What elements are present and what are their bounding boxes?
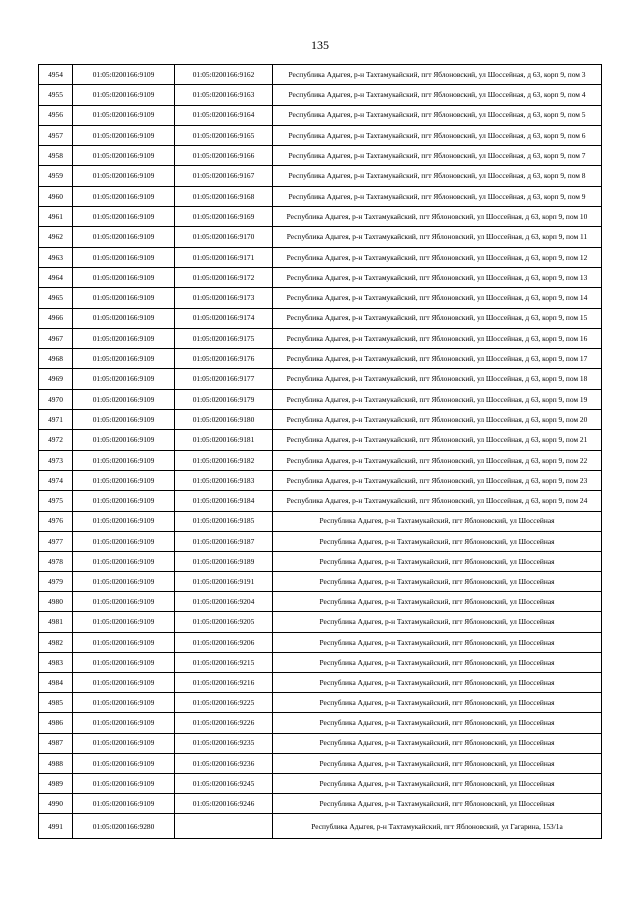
address-cell: Республика Адыгея, р-н Тахтамукайский, пгт Яблоновский, ул Шоссейная [273,713,602,733]
parent-cadastral-number-cell: 01:05:0200166:9109 [73,652,175,672]
table-row [39,572,602,592]
parent-cadastral-number-cell: 01:05:0200166:9109 [73,288,175,308]
parent-cadastral-number-cell: 01:05:0200166:9109 [73,166,175,186]
row-number-cell: 4957 [39,125,73,145]
table-row [39,186,602,206]
table-row [39,612,602,632]
address-cell: Республика Адыгея, р-н Тахтамукайский, пгт Яблоновский, ул Шоссейная [273,773,602,793]
address-cell: Республика Адыгея, р-н Тахтамукайский, пгт Яблоновский, ул Шоссейная, д 63, корп 9, пом 4 [273,85,602,105]
table-row [39,267,602,287]
row-number-cell: 4965 [39,288,73,308]
object-cadastral-number-cell: 01:05:0200166:9167 [175,166,273,186]
parent-cadastral-number-cell: 01:05:0200166:9109 [73,753,175,773]
object-cadastral-number-cell: 01:05:0200166:9245 [175,773,273,793]
row-number-cell: 4973 [39,450,73,470]
row-number-cell: 4985 [39,693,73,713]
table-row [39,673,602,693]
table-row [39,632,602,652]
row-number-cell: 4959 [39,166,73,186]
address-cell: Республика Адыгея, р-н Тахтамукайский, пгт Яблоновский, ул Шоссейная [273,531,602,551]
table-row [39,105,602,125]
parent-cadastral-number-cell: 01:05:0200166:9109 [73,693,175,713]
object-cadastral-number-cell: 01:05:0200166:9168 [175,186,273,206]
parent-cadastral-number-cell: 01:05:0200166:9109 [73,410,175,430]
object-cadastral-number-cell: 01:05:0200166:9172 [175,267,273,287]
row-number-cell: 4988 [39,753,73,773]
object-cadastral-number-cell: 01:05:0200166:9183 [175,470,273,490]
object-cadastral-number-cell: 01:05:0200166:9165 [175,125,273,145]
table-row [39,511,602,531]
parent-cadastral-number-cell: 01:05:0200166:9109 [73,328,175,348]
parent-cadastral-number-cell: 01:05:0200166:9109 [73,349,175,369]
object-cadastral-number-cell: 01:05:0200166:9206 [175,632,273,652]
row-number-cell: 4971 [39,410,73,430]
address-cell: Республика Адыгея, р-н Тахтамукайский, пгт Яблоновский, ул Шоссейная, д 63, корп 9, пом 17 [273,349,602,369]
table-row [39,753,602,773]
parent-cadastral-number-cell: 01:05:0200166:9109 [73,227,175,247]
table-row [39,430,602,450]
parent-cadastral-number-cell: 01:05:0200166:9109 [73,186,175,206]
address-cell: Республика Адыгея, р-н Тахтамукайский, пгт Яблоновский, ул Шоссейная, д 63, корп 9, пом 12 [273,247,602,267]
parent-cadastral-number-cell: 01:05:0200166:9109 [73,733,175,753]
object-cadastral-number-cell: 01:05:0200166:9175 [175,328,273,348]
address-cell: Республика Адыгея, р-н Тахтамукайский, пгт Яблоновский, ул Шоссейная [273,673,602,693]
parent-cadastral-number-cell: 01:05:0200166:9109 [73,612,175,632]
object-cadastral-number-cell: 01:05:0200166:9187 [175,531,273,551]
address-cell: Республика Адыгея, р-н Тахтамукайский, пгт Яблоновский, ул Шоссейная, д 63, корп 9, пом 13 [273,267,602,287]
parent-cadastral-number-cell: 01:05:0200166:9109 [73,551,175,571]
registry-table-body [39,65,602,839]
object-cadastral-number-cell: 01:05:0200166:9180 [175,410,273,430]
table-row [39,288,602,308]
row-number-cell: 4958 [39,146,73,166]
address-cell: Республика Адыгея, р-н Тахтамукайский, пгт Яблоновский, ул Шоссейная [273,693,602,713]
address-cell: Республика Адыгея, р-н Тахтамукайский, пгт Яблоновский, ул Шоссейная, д 63, корп 9, пом 16 [273,328,602,348]
object-cadastral-number-cell: 01:05:0200166:9205 [175,612,273,632]
row-number-cell: 4991 [39,814,73,839]
row-number-cell: 4983 [39,652,73,672]
object-cadastral-number-cell [175,814,273,839]
row-number-cell: 4990 [39,794,73,814]
object-cadastral-number-cell: 01:05:0200166:9163 [175,85,273,105]
page-number: 135 [311,38,329,52]
table-row [39,369,602,389]
table-row [39,166,602,186]
address-cell: Республика Адыгея, р-н Тахтамукайский, пгт Яблоновский, ул Шоссейная [273,572,602,592]
parent-cadastral-number-cell: 01:05:0200166:9109 [73,105,175,125]
parent-cadastral-number-cell: 01:05:0200166:9109 [73,207,175,227]
address-cell: Республика Адыгея, р-н Тахтамукайский, пгт Яблоновский, ул Шоссейная, д 63, корп 9, пом 23 [273,470,602,490]
table-row [39,713,602,733]
row-number-cell: 4962 [39,227,73,247]
row-number-cell: 4980 [39,592,73,612]
address-cell: Республика Адыгея, р-н Тахтамукайский, пгт Яблоновский, ул Шоссейная, д 63, корп 9, пом 18 [273,369,602,389]
address-cell: Республика Адыгея, р-н Тахтамукайский, пгт Яблоновский, ул Шоссейная, д 63, корп 9, пом 20 [273,410,602,430]
table-row [39,227,602,247]
row-number-cell: 4979 [39,572,73,592]
address-cell: Республика Адыгея, р-н Тахтамукайский, пгт Яблоновский, ул Шоссейная, д 63, корп 9, пом 11 [273,227,602,247]
parent-cadastral-number-cell: 01:05:0200166:9109 [73,592,175,612]
parent-cadastral-number-cell: 01:05:0200166:9109 [73,572,175,592]
address-cell: Республика Адыгея, р-н Тахтамукайский, пгт Яблоновский, ул Шоссейная, д 63, корп 9, пом 10 [273,207,602,227]
row-number-cell: 4986 [39,713,73,733]
object-cadastral-number-cell: 01:05:0200166:9225 [175,693,273,713]
row-number-cell: 4974 [39,470,73,490]
row-number-cell: 4954 [39,65,73,85]
object-cadastral-number-cell: 01:05:0200166:9215 [175,652,273,672]
object-cadastral-number-cell: 01:05:0200166:9246 [175,794,273,814]
parent-cadastral-number-cell: 01:05:0200166:9109 [73,794,175,814]
table-row [39,551,602,571]
object-cadastral-number-cell: 01:05:0200166:9179 [175,389,273,409]
object-cadastral-number-cell: 01:05:0200166:9169 [175,207,273,227]
object-cadastral-number-cell: 01:05:0200166:9164 [175,105,273,125]
row-number-cell: 4984 [39,673,73,693]
parent-cadastral-number-cell: 01:05:0200166:9109 [73,450,175,470]
table-row [39,733,602,753]
table-row [39,146,602,166]
row-number-cell: 4977 [39,531,73,551]
address-cell: Республика Адыгея, р-н Тахтамукайский, пгт Яблоновский, ул Шоссейная [273,753,602,773]
address-cell: Республика Адыгея, р-н Тахтамукайский, пгт Яблоновский, ул Шоссейная [273,794,602,814]
row-number-cell: 4961 [39,207,73,227]
address-cell: Республика Адыгея, р-н Тахтамукайский, пгт Яблоновский, ул Шоссейная, д 63, корп 9, пом 8 [273,166,602,186]
row-number-cell: 4978 [39,551,73,571]
row-number-cell: 4960 [39,186,73,206]
table-row [39,814,602,839]
object-cadastral-number-cell: 01:05:0200166:9226 [175,713,273,733]
table-row [39,207,602,227]
table-row [39,410,602,430]
row-number-cell: 4966 [39,308,73,328]
address-cell: Республика Адыгея, р-н Тахтамукайский, пгт Яблоновский, ул Шоссейная, д 63, корп 9, пом 9 [273,186,602,206]
parent-cadastral-number-cell: 01:05:0200166:9109 [73,369,175,389]
parent-cadastral-number-cell: 01:05:0200166:9109 [73,247,175,267]
object-cadastral-number-cell: 01:05:0200166:9173 [175,288,273,308]
address-cell: Республика Адыгея, р-н Тахтамукайский, пгт Яблоновский, ул Шоссейная, д 63, корп 9, пом 22 [273,450,602,470]
object-cadastral-number-cell: 01:05:0200166:9236 [175,753,273,773]
row-number-cell: 4982 [39,632,73,652]
registry-table [38,64,602,839]
object-cadastral-number-cell: 01:05:0200166:9181 [175,430,273,450]
object-cadastral-number-cell: 01:05:0200166:9176 [175,349,273,369]
object-cadastral-number-cell: 01:05:0200166:9235 [175,733,273,753]
row-number-cell: 4987 [39,733,73,753]
object-cadastral-number-cell: 01:05:0200166:9216 [175,673,273,693]
table-row [39,389,602,409]
row-number-cell: 4964 [39,267,73,287]
address-cell: Республика Адыгея, р-н Тахтамукайский, пгт Яблоновский, ул Шоссейная, д 63, корп 9, пом 7 [273,146,602,166]
parent-cadastral-number-cell: 01:05:0200166:9109 [73,125,175,145]
parent-cadastral-number-cell: 01:05:0200166:9109 [73,146,175,166]
table-row [39,308,602,328]
parent-cadastral-number-cell: 01:05:0200166:9109 [73,713,175,733]
address-cell: Республика Адыгея, р-н Тахтамукайский, пгт Яблоновский, ул Шоссейная [273,733,602,753]
table-row [39,470,602,490]
object-cadastral-number-cell: 01:05:0200166:9171 [175,247,273,267]
object-cadastral-number-cell: 01:05:0200166:9170 [175,227,273,247]
table-row [39,652,602,672]
table-row [39,349,602,369]
object-cadastral-number-cell: 01:05:0200166:9177 [175,369,273,389]
object-cadastral-number-cell: 01:05:0200166:9191 [175,572,273,592]
object-cadastral-number-cell: 01:05:0200166:9189 [175,551,273,571]
row-number-cell: 4981 [39,612,73,632]
table-row [39,247,602,267]
row-number-cell: 4956 [39,105,73,125]
parent-cadastral-number-cell: 01:05:0200166:9109 [73,65,175,85]
address-cell: Республика Адыгея, р-н Тахтамукайский, пгт Яблоновский, ул Гагарина, 153/1а [273,814,602,839]
object-cadastral-number-cell: 01:05:0200166:9185 [175,511,273,531]
address-cell: Республика Адыгея, р-н Тахтамукайский, пгт Яблоновский, ул Шоссейная, д 63, корп 9, пом 15 [273,308,602,328]
table-row [39,85,602,105]
address-cell: Республика Адыгея, р-н Тахтамукайский, пгт Яблоновский, ул Шоссейная, д 63, корп 9, пом 24 [273,491,602,511]
parent-cadastral-number-cell: 01:05:0200166:9109 [73,470,175,490]
table-row [39,491,602,511]
row-number-cell: 4968 [39,349,73,369]
parent-cadastral-number-cell: 01:05:0200166:9109 [73,491,175,511]
address-cell: Республика Адыгея, р-н Тахтамукайский, пгт Яблоновский, ул Шоссейная [273,652,602,672]
table-row [39,773,602,793]
table-row [39,794,602,814]
table-row [39,592,602,612]
object-cadastral-number-cell: 01:05:0200166:9174 [175,308,273,328]
object-cadastral-number-cell: 01:05:0200166:9166 [175,146,273,166]
address-cell: Республика Адыгея, р-н Тахтамукайский, пгт Яблоновский, ул Шоссейная [273,551,602,571]
object-cadastral-number-cell: 01:05:0200166:9162 [175,65,273,85]
table-row [39,125,602,145]
parent-cadastral-number-cell: 01:05:0200166:9109 [73,531,175,551]
address-cell: Республика Адыгея, р-н Тахтамукайский, пгт Яблоновский, ул Шоссейная [273,612,602,632]
address-cell: Республика Адыгея, р-н Тахтамукайский, пгт Яблоновский, ул Шоссейная, д 63, корп 9, пом 6 [273,125,602,145]
table-row [39,693,602,713]
parent-cadastral-number-cell: 01:05:0200166:9109 [73,389,175,409]
address-cell: Республика Адыгея, р-н Тахтамукайский, пгт Яблоновский, ул Шоссейная [273,511,602,531]
parent-cadastral-number-cell: 01:05:0200166:9109 [73,430,175,450]
address-cell: Республика Адыгея, р-н Тахтамукайский, пгт Яблоновский, ул Шоссейная, д 63, корп 9, пом 3 [273,65,602,85]
row-number-cell: 4970 [39,389,73,409]
table-row [39,328,602,348]
parent-cadastral-number-cell: 01:05:0200166:9109 [73,632,175,652]
object-cadastral-number-cell: 01:05:0200166:9204 [175,592,273,612]
address-cell: Республика Адыгея, р-н Тахтамукайский, пгт Яблоновский, ул Шоссейная [273,592,602,612]
parent-cadastral-number-cell: 01:05:0200166:9109 [73,267,175,287]
table-row [39,450,602,470]
row-number-cell: 4976 [39,511,73,531]
row-number-cell: 4963 [39,247,73,267]
row-number-cell: 4955 [39,85,73,105]
parent-cadastral-number-cell: 01:05:0200166:9109 [73,308,175,328]
row-number-cell: 4975 [39,491,73,511]
table-row [39,65,602,85]
parent-cadastral-number-cell: 01:05:0200166:9109 [73,673,175,693]
address-cell: Республика Адыгея, р-н Тахтамукайский, пгт Яблоновский, ул Шоссейная, д 63, корп 9, пом 5 [273,105,602,125]
address-cell: Республика Адыгея, р-н Тахтамукайский, пгт Яблоновский, ул Шоссейная, д 63, корп 9, пом 19 [273,389,602,409]
row-number-cell: 4967 [39,328,73,348]
row-number-cell: 4972 [39,430,73,450]
row-number-cell: 4989 [39,773,73,793]
address-cell: Республика Адыгея, р-н Тахтамукайский, пгт Яблоновский, ул Шоссейная [273,632,602,652]
parent-cadastral-number-cell: 01:05:0200166:9109 [73,511,175,531]
object-cadastral-number-cell: 01:05:0200166:9182 [175,450,273,470]
parent-cadastral-number-cell: 01:05:0200166:9109 [73,773,175,793]
address-cell: Республика Адыгея, р-н Тахтамукайский, пгт Яблоновский, ул Шоссейная, д 63, корп 9, пом 21 [273,430,602,450]
parent-cadastral-number-cell: 01:05:0200166:9109 [73,85,175,105]
object-cadastral-number-cell: 01:05:0200166:9184 [175,491,273,511]
row-number-cell: 4969 [39,369,73,389]
parent-cadastral-number-cell: 01:05:0200166:9280 [73,814,175,839]
table-row [39,531,602,551]
address-cell: Республика Адыгея, р-н Тахтамукайский, пгт Яблоновский, ул Шоссейная, д 63, корп 9, пом 14 [273,288,602,308]
